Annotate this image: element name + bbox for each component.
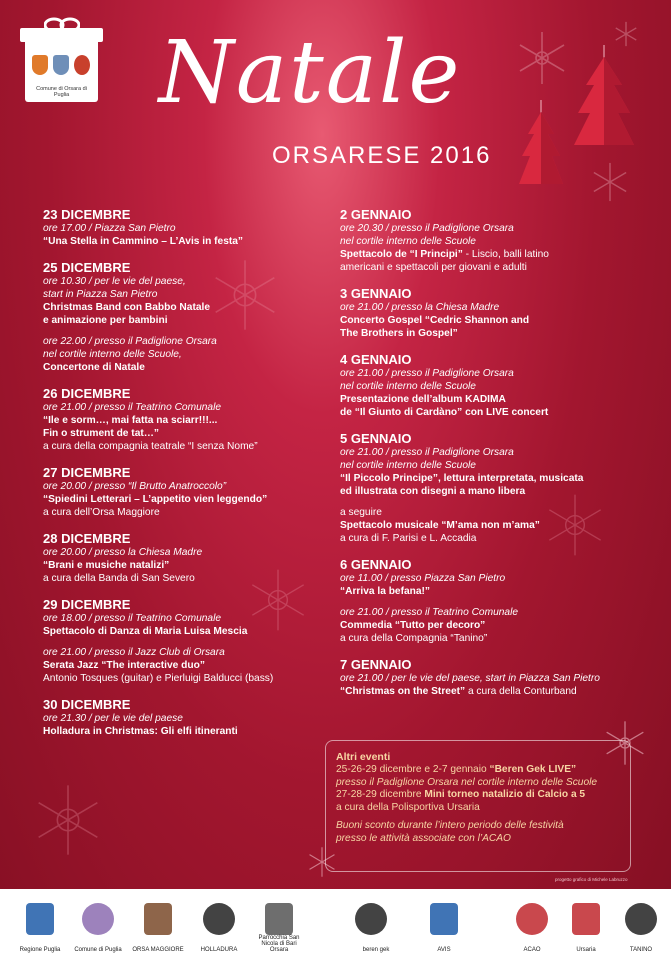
event-line bbox=[43, 440, 323, 453]
event-text: Fin o strument de tat…” bbox=[43, 428, 160, 439]
event-text: 27-28-29 dicembre bbox=[336, 789, 425, 801]
sponsor-caption: TANINO bbox=[629, 947, 653, 953]
event-text: ore 21.00 / presso il Padiglione Orsara bbox=[340, 447, 514, 458]
event-text: 25-26-29 dicembre e 2-7 gennaio bbox=[336, 764, 490, 775]
event-text: presso il Padiglione Orsara nel cortile interno delle Scuole bbox=[336, 776, 598, 788]
event-text: ore 10.30 / per le vie del paese, bbox=[43, 276, 186, 287]
event-line bbox=[43, 361, 323, 374]
event-line bbox=[340, 672, 640, 685]
event-line bbox=[43, 401, 323, 414]
acao-logo bbox=[506, 895, 558, 955]
page-subtitle: ORSARESE 2016 bbox=[272, 142, 492, 169]
event-line bbox=[43, 672, 323, 685]
event-text: ore 21.00 / presso la Chiesa Madre bbox=[340, 302, 500, 313]
event-line bbox=[340, 248, 640, 261]
event-text: ore 21.00 / presso il Jazz Club di Orsara bbox=[43, 647, 225, 658]
sponsor-caption: ORSA MAGGIORE bbox=[132, 947, 184, 953]
event-line bbox=[43, 612, 323, 625]
sponsor-caption: Comune di Puglia bbox=[74, 947, 122, 953]
event-line bbox=[43, 235, 323, 248]
event-line bbox=[43, 301, 323, 314]
event-text: Concerto Gospel “Cedric Shannon and bbox=[340, 315, 530, 326]
event-line bbox=[43, 546, 323, 559]
event-text: Spettacolo de “I Principi” bbox=[340, 249, 463, 260]
event-line bbox=[43, 725, 323, 738]
avis-logo bbox=[418, 895, 470, 955]
event-text: ore 20.30 / presso il Padiglione Orsara bbox=[340, 223, 514, 234]
event-line bbox=[340, 485, 640, 498]
spacer bbox=[340, 498, 640, 506]
event-text: a cura dell’Orsa Maggiore bbox=[43, 507, 160, 518]
event-text: Antonio Tosques (guitar) e Pierluigi Balducci (bass) bbox=[43, 673, 274, 684]
sponsor-mark-icon bbox=[566, 899, 606, 939]
event-line bbox=[340, 235, 640, 248]
comune-logo bbox=[72, 895, 124, 955]
altri-eventi-line bbox=[336, 820, 620, 833]
events-column-left bbox=[43, 207, 323, 750]
holladura-logo bbox=[193, 895, 245, 955]
event-text: Mini torneo natalizio di Calcio a 5 bbox=[424, 789, 586, 801]
sponsor-mark-icon bbox=[424, 899, 464, 939]
event-line bbox=[340, 222, 640, 235]
event-entry bbox=[340, 657, 640, 698]
event-line bbox=[340, 506, 640, 519]
event-line bbox=[43, 646, 323, 659]
event-entry bbox=[43, 386, 323, 453]
event-line bbox=[340, 572, 640, 585]
event-text: Spettacolo musicale “M’ama non m’ama” bbox=[340, 520, 540, 531]
event-text: Serata Jazz “The interactive duo” bbox=[43, 660, 205, 671]
event-text: ore 21.00 / per le vie del paese, start in Piazza San Pietro bbox=[340, 673, 600, 684]
event-line bbox=[340, 446, 640, 459]
event-text: - Liscio, balli latino bbox=[462, 249, 549, 260]
event-entry bbox=[43, 260, 323, 374]
events-column-right bbox=[340, 207, 640, 710]
altri-eventi-lines bbox=[336, 764, 620, 846]
event-entry bbox=[340, 207, 640, 274]
comune-caption: Comune di Orsara di Puglia bbox=[36, 86, 87, 98]
altri-eventi-line bbox=[336, 764, 620, 777]
event-text: “Brani e musiche natalizi” bbox=[43, 560, 170, 571]
event-text: a cura della Polisportiva Ursaria bbox=[336, 801, 480, 813]
event-text: ore 17.00 / Piazza San Pietro bbox=[43, 223, 176, 234]
event-text: de “Il Giunto di Cardàno” con LIVE concert bbox=[340, 407, 549, 418]
event-text: Concertone di Natale bbox=[43, 362, 145, 373]
event-line bbox=[340, 380, 640, 393]
sponsor-mark-icon bbox=[20, 899, 60, 939]
event-line bbox=[340, 472, 640, 485]
sponsor-mark-icon bbox=[512, 899, 552, 939]
event-line bbox=[43, 659, 323, 672]
event-text: ore 22.00 / presso il Padiglione Orsara bbox=[43, 336, 217, 347]
sponsor-mark-icon bbox=[351, 899, 391, 939]
crest-icon bbox=[53, 55, 69, 75]
event-text: nel cortile interno delle Scuole bbox=[340, 460, 476, 471]
event-line bbox=[340, 585, 640, 598]
event-text: e animazione per bambini bbox=[43, 315, 168, 326]
sponsor-caption: HOLLADURA bbox=[200, 947, 238, 953]
beren-gek-logo bbox=[345, 895, 407, 955]
event-line bbox=[340, 619, 640, 632]
event-line bbox=[43, 348, 323, 361]
sponsor-caption: AVIS bbox=[437, 947, 451, 953]
event-text: ore 21.00 / presso il Teatrino Comunale bbox=[43, 402, 222, 413]
event-line bbox=[340, 459, 640, 472]
event-line bbox=[43, 414, 323, 427]
event-text: a cura di F. Parisi e L. Accadia bbox=[340, 533, 477, 544]
event-text: Spettacolo di Danza di Maria Luisa Mescia bbox=[43, 626, 248, 637]
event-text: ore 21.00 / presso il Teatrino Comunale bbox=[340, 607, 519, 618]
event-text: “Spiedini Letterari – L’appetito vien leggendo” bbox=[43, 494, 268, 505]
event-date: 5 GENNAIO bbox=[340, 431, 412, 446]
event-text: start in Piazza San Pietro bbox=[43, 289, 158, 300]
event-text: americani e spettacoli per giovani e adulti bbox=[340, 262, 527, 273]
spacer bbox=[340, 598, 640, 606]
event-line bbox=[43, 275, 323, 288]
event-line bbox=[340, 632, 640, 645]
altri-eventi-line bbox=[336, 789, 620, 802]
event-entry bbox=[43, 597, 323, 685]
christmas-tree-icon bbox=[518, 100, 564, 192]
event-entry bbox=[340, 431, 640, 545]
event-date: 7 GENNAIO bbox=[340, 657, 412, 672]
event-line bbox=[43, 712, 323, 725]
event-text: nel cortile interno delle Scuole, bbox=[43, 349, 182, 360]
event-date: 30 DICEMBRE bbox=[43, 697, 131, 712]
event-entry bbox=[340, 557, 640, 645]
event-entry bbox=[43, 465, 323, 519]
altri-eventi-title: Altri eventi bbox=[336, 751, 391, 763]
event-entry bbox=[43, 531, 323, 585]
event-text: ore 21.00 / presso il Padiglione Orsara bbox=[340, 368, 514, 379]
event-line bbox=[43, 625, 323, 638]
event-text: a cura della Conturband bbox=[465, 686, 577, 697]
event-entry bbox=[43, 207, 323, 248]
altri-eventi-line bbox=[336, 802, 620, 815]
event-text: nel cortile interno delle Scuole bbox=[340, 381, 476, 392]
event-text: Christmas Band con Babbo Natale bbox=[43, 302, 210, 313]
event-date: 27 DICEMBRE bbox=[43, 465, 131, 480]
event-line bbox=[340, 519, 640, 532]
event-entry bbox=[340, 352, 640, 419]
snowflake-icon bbox=[28, 780, 108, 860]
event-line bbox=[43, 288, 323, 301]
event-text: ore 20.00 / presso “Il Brutto Anatroccolo” bbox=[43, 481, 227, 492]
event-line bbox=[43, 572, 323, 585]
event-text: ed illustrata con disegni a mano libera bbox=[340, 486, 526, 497]
design-credit: progetto grafico di Michele Labruzzo bbox=[555, 877, 628, 882]
sponsor-caption: Ursaria bbox=[576, 947, 596, 953]
event-line bbox=[340, 261, 640, 274]
event-line bbox=[340, 393, 640, 406]
event-line bbox=[43, 480, 323, 493]
snowflake-icon bbox=[512, 28, 572, 88]
event-line bbox=[340, 406, 640, 419]
event-text: Buoni sconto durante l’intero periodo delle festività bbox=[336, 820, 564, 832]
event-text: Holladura in Christmas: Gli elfi itineranti bbox=[43, 726, 238, 737]
event-date: 29 DICEMBRE bbox=[43, 597, 131, 612]
event-date: 23 DICEMBRE bbox=[43, 207, 131, 222]
event-line bbox=[43, 427, 323, 440]
event-line bbox=[43, 222, 323, 235]
sponsor-mark-icon bbox=[138, 899, 178, 939]
event-date: 25 DICEMBRE bbox=[43, 260, 131, 275]
event-text: ore 11.00 / presso Piazza San Pietro bbox=[340, 573, 506, 584]
event-text: “Beren Gek LIVE” bbox=[489, 764, 577, 775]
altri-eventi-line bbox=[336, 833, 620, 846]
crest-icon bbox=[74, 55, 90, 75]
spacer bbox=[43, 638, 323, 646]
parrocchia-logo bbox=[253, 895, 305, 955]
event-text: The Brothers in Gospel” bbox=[340, 328, 458, 339]
sponsor-mark-icon bbox=[199, 899, 239, 939]
event-line bbox=[43, 559, 323, 572]
ursaria-logo bbox=[560, 895, 612, 955]
gift-bow-icon bbox=[44, 16, 80, 32]
event-text: Commedia “Tutto per decoro” bbox=[340, 620, 486, 631]
spacer bbox=[43, 327, 323, 335]
sponsor-mark-icon bbox=[621, 899, 661, 939]
event-line bbox=[43, 493, 323, 506]
altri-eventi-line bbox=[336, 777, 620, 790]
sponsor-caption: Regione Puglia bbox=[19, 947, 61, 953]
event-line bbox=[43, 314, 323, 327]
event-line bbox=[340, 314, 640, 327]
event-text: ore 20.00 / presso la Chiesa Madre bbox=[43, 547, 203, 558]
event-text: a cura della compagnia teatrale “I senza Nome” bbox=[43, 441, 258, 452]
sponsor-footer bbox=[0, 889, 671, 960]
event-date: 2 GENNAIO bbox=[340, 207, 412, 222]
regione-puglia-logo bbox=[14, 895, 66, 955]
event-line bbox=[43, 335, 323, 348]
event-date: 26 DICEMBRE bbox=[43, 386, 131, 401]
event-line bbox=[340, 532, 640, 545]
event-line bbox=[340, 367, 640, 380]
event-text: a cura della Banda di San Severo bbox=[43, 573, 195, 584]
event-line bbox=[340, 685, 640, 698]
event-text: “Arriva la befana!” bbox=[340, 586, 431, 597]
event-text: “Il Piccolo Principe”, lettura interpretata, musicata bbox=[340, 473, 584, 484]
sponsor-caption: beren gek bbox=[362, 947, 390, 953]
event-text: “Christmas on the Street” bbox=[340, 686, 466, 697]
page-title: Natale bbox=[158, 23, 462, 123]
event-text: nel cortile interno delle Scuole bbox=[340, 236, 476, 247]
event-text: ore 21.30 / per le vie del paese bbox=[43, 713, 183, 724]
altri-eventi-box bbox=[325, 740, 631, 872]
event-date: 6 GENNAIO bbox=[340, 557, 412, 572]
sponsor-caption: Parrocchia San Nicola di Bari Orsara bbox=[258, 935, 300, 953]
tanino-logo bbox=[615, 895, 667, 955]
event-line bbox=[340, 327, 640, 340]
sponsor-mark-icon bbox=[78, 899, 118, 939]
event-entry bbox=[43, 697, 323, 738]
christmas-tree-icon bbox=[572, 45, 636, 155]
event-line bbox=[340, 301, 640, 314]
sponsor-caption: ACAO bbox=[523, 947, 541, 953]
event-text: Presentazione dell’album KADIMA bbox=[340, 394, 506, 405]
event-text: a cura della Compagnia “Tanino” bbox=[340, 633, 488, 644]
snowflake-icon bbox=[588, 160, 632, 204]
event-entry bbox=[340, 286, 640, 340]
event-text: “Ile e sorm…, mai fatta na sciarr!!!... bbox=[43, 415, 218, 426]
orsa-maggiore-logo bbox=[132, 895, 184, 955]
event-text: ore 18.00 / presso il Teatrino Comunale bbox=[43, 613, 222, 624]
event-text: a seguire bbox=[340, 507, 382, 518]
event-date: 28 DICEMBRE bbox=[43, 531, 131, 546]
event-text: presso le attività associate con l’ACAO bbox=[336, 832, 511, 844]
crest-icon bbox=[32, 55, 48, 75]
snowflake-icon bbox=[612, 20, 640, 48]
event-date: 3 GENNAIO bbox=[340, 286, 412, 301]
sponsor-mark-icon bbox=[259, 899, 299, 939]
event-line bbox=[340, 606, 640, 619]
event-text: “Una Stella in Cammino – L’Avis in festa” bbox=[43, 236, 244, 247]
event-line bbox=[43, 506, 323, 519]
event-date: 4 GENNAIO bbox=[340, 352, 412, 367]
comune-logo-box bbox=[25, 39, 98, 102]
